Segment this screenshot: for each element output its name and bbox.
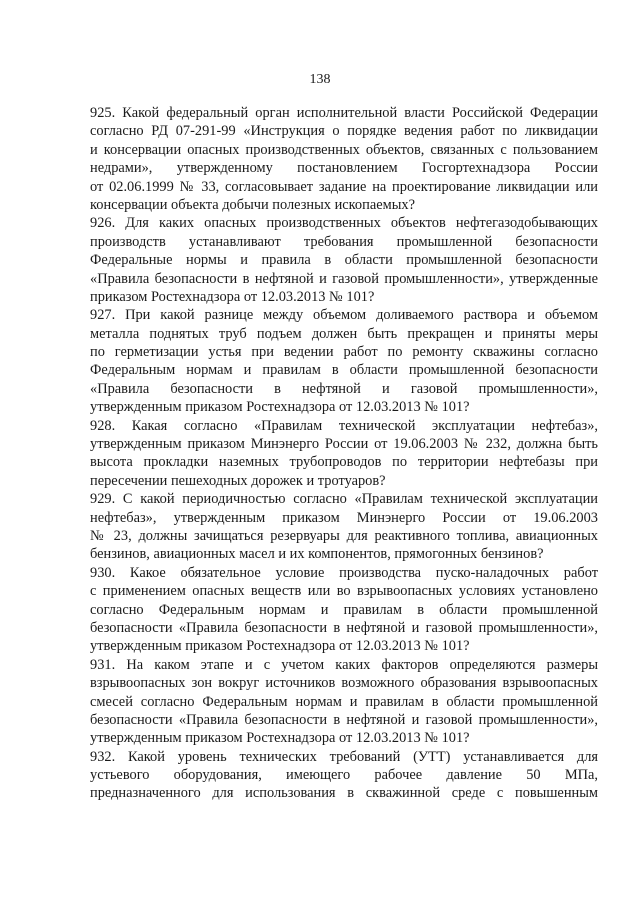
question-text-line: 925. Какой федеральный орган исполнительной власти Российской Федерации xyxy=(90,105,598,121)
question-block xyxy=(90,104,598,214)
question-block xyxy=(90,490,598,564)
question-text-line: утвержденным приказом Ростехнадзора от 12.03.2013 № 101? xyxy=(90,399,470,416)
question-text-line: устьевого оборудования, имеющего рабочее давление 50 МПа, xyxy=(90,767,598,784)
question-text-line: высота прокладки наземных трубопроводов по территории нефтебазы при xyxy=(90,454,598,471)
question-text-line: 932. Какой уровень технических требований (УТТ) устанавливается для xyxy=(90,748,598,765)
page-number: 138 xyxy=(309,72,331,87)
question-text-line: смесей согласно Федеральным нормам и правилам в области промышленной xyxy=(90,693,598,710)
question-text-line: согласно РД 07-291-99 «Инструкция о порядке ведения работ по ликвидации xyxy=(90,123,598,140)
question-text-line: предназначенного для использования в скважинной среде с повышенным xyxy=(90,785,598,802)
question-text-line: 929. С какой периодичностью согласно «Правилам технической эксплуатации xyxy=(90,491,598,508)
question-text-line: бензинов, авиационных масел и их компонентов, прямогонных бензинов? xyxy=(90,546,544,563)
question-text-line: утвержденным приказом Ростехнадзора от 12.03.2013 № 101? xyxy=(90,730,470,747)
question-block xyxy=(90,306,598,416)
question-text-line: производств устанавливают требования промышленной безопасности xyxy=(90,233,598,250)
question-text-line: по герметизации устья при ведении работ по ремонту скважины согласно xyxy=(90,344,598,361)
question-block xyxy=(90,417,598,491)
question-text-line: 928. Какая согласно «Правилам технической эксплуатации нефтебаз», xyxy=(90,417,598,434)
question-text-line: недрами», утвержденному постановлением Госгортехнадзора России xyxy=(90,160,598,177)
question-text-line: «Правила безопасности в нефтяной и газовой промышленности», утвержденные xyxy=(90,270,598,287)
question-text-line: утвержденным приказом Минэнерго России от 19.06.2003 № 232, должна быть xyxy=(90,436,598,453)
question-text-line: пересечении пешеходных дорожек и тротуаров? xyxy=(90,472,386,489)
question-text-line: с применением опасных веществ или во взрывоопасных условиях установлено xyxy=(90,583,598,600)
question-text-line: 931. На каком этапе и с учетом каких факторов определяются размеры xyxy=(90,656,598,673)
question-block xyxy=(90,748,598,803)
question-text-line: утвержденным приказом Ростехнадзора от 12.03.2013 № 101? xyxy=(90,638,470,655)
question-text-line: 927. При какой разнице между объемом доливаемого раствора и объемом xyxy=(90,307,598,324)
question-text-line: нефтебаз», утвержденным приказом Минэнерго России от 19.06.2003 xyxy=(90,509,598,526)
question-text-line: согласно Федеральным нормам и правилам в области промышленной xyxy=(90,601,598,618)
question-block xyxy=(90,214,598,306)
question-text-line: 930. Какое обязательное условие производства пуско-наладочных работ xyxy=(90,564,598,581)
question-text-line: приказом Ростехнадзора от 12.03.2013 № 101? xyxy=(90,288,375,305)
question-text-line: № 23, должны зачищаться резервуары для реактивного топлива, авиационных xyxy=(90,527,598,544)
question-text-line: «Правила безопасности в нефтяной и газовой промышленности», xyxy=(90,380,598,397)
question-text-line: взрывоопасных зон вокруг источников возможного образования взрывоопасных xyxy=(90,675,598,692)
question-text-line: и консервации опасных производственных объектов, связанных с пользованием xyxy=(90,141,598,158)
question-text-line: 926. Для каких опасных производственных объектов нефтегазодобывающих xyxy=(90,215,598,232)
question-list xyxy=(90,104,598,803)
question-text-line: безопасности «Правила безопасности в нефтяной и газовой промышленности», xyxy=(90,711,598,728)
question-block xyxy=(90,564,598,656)
question-text-line: Федеральные нормы и правила в области промышленной безопасности xyxy=(90,252,598,269)
question-text-line: Федеральным нормам и правилам в области промышленной безопасности xyxy=(90,362,598,379)
question-block xyxy=(90,656,598,748)
question-text-line: консервации объекта добычи полезных ископаемых? xyxy=(90,196,415,213)
question-text-line: металла поднятых труб подъем должен быть прекращен и приняты меры xyxy=(90,325,598,342)
question-text-line: безопасности «Правила безопасности в нефтяной и газовой промышленности», xyxy=(90,619,598,636)
question-text-line: от 02.06.1999 № 33, согласовывает задание на проектирование ликвидации или xyxy=(90,178,598,195)
